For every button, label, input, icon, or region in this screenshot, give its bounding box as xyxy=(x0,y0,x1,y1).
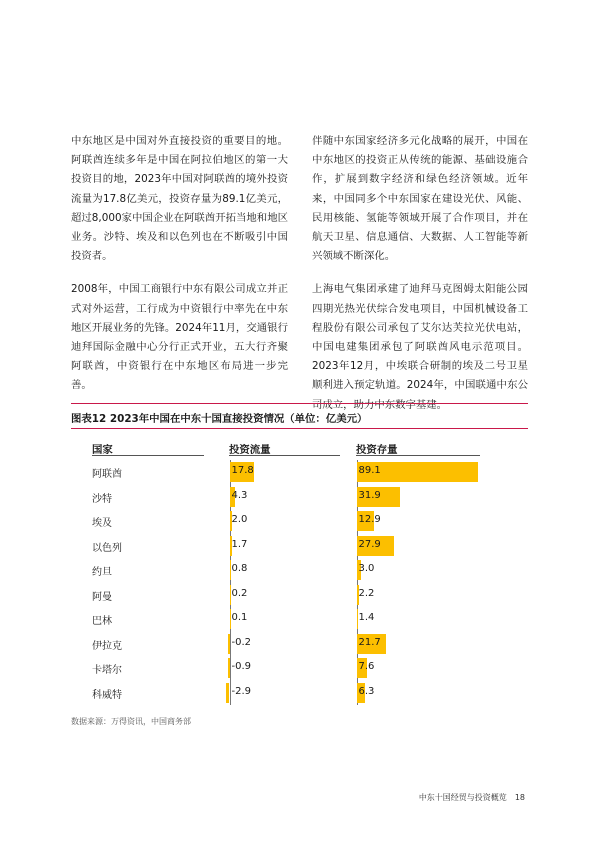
flow-value-label: -0.9 xyxy=(231,661,252,672)
stock-value-label: 7.6 xyxy=(358,661,375,672)
column-header-stock: 投资存量 xyxy=(356,444,398,456)
figure-title: 图表12 2023年中国在中东十国直接投资情况（单位：亿美元） xyxy=(71,413,368,425)
country-label: 约旦 xyxy=(92,567,112,578)
flow-value-label: -0.2 xyxy=(231,636,252,648)
country-label: 阿联酋 xyxy=(92,469,122,480)
flow-bar xyxy=(228,634,230,654)
flow-bar xyxy=(226,683,230,703)
flow-value-label: 4.3 xyxy=(231,489,248,501)
flow-value-label: 2.0 xyxy=(231,514,248,525)
country-label: 阿曼 xyxy=(92,591,112,603)
header-rule xyxy=(229,455,340,456)
stock-value-label: 21.7 xyxy=(358,636,381,648)
flow-value-label: 0.1 xyxy=(231,612,248,623)
stock-value-label: 1.4 xyxy=(358,612,375,623)
left-column xyxy=(71,132,288,410)
page-footer xyxy=(411,792,525,803)
country-label: 以色列 xyxy=(92,542,122,554)
country-label: 巴林 xyxy=(92,616,112,627)
stock-value-label: 31.9 xyxy=(358,489,381,501)
stock-value-label: 27.9 xyxy=(358,538,381,550)
paragraph: 伴随中东国家经济多元化战略的展开，中国在中东地区的投资正从传统的能源、基础设施合作，扩展到数字经济和绿色经济领域。近年来，中国同多个中东国家在建设光伏、风能、民用核能、氢能等领域开展了合作项目，并在航天卫星、信息通信、大数据、人工智能等新兴领域不断深化。 xyxy=(312,135,528,263)
figure-source: 数据来源：万得资讯，中国商务部 xyxy=(71,717,191,726)
header-rule xyxy=(356,455,480,456)
country-label: 伊拉克 xyxy=(92,640,122,652)
country-label: 埃及 xyxy=(92,518,112,529)
country-label: 沙特 xyxy=(92,493,112,505)
right-column xyxy=(312,132,528,429)
stock-value-label: 6.3 xyxy=(358,685,375,697)
figure-top-rule xyxy=(71,403,528,404)
country-label: 科威特 xyxy=(92,689,122,701)
footer-title: 中东十国经贸与投资概览 xyxy=(418,793,507,802)
paragraph: 中东地区是中国对外直接投资的重要目的地。阿联酋连续多年是中国在阿拉伯地区的第一大投资目的地，2023年中国对阿联酋的境外投资流量为17.8亿美元，投资存量为89.1亿美元，超过8,000家中国企业在阿联酋开拓当地和地区业务。沙特、埃及和以色列也在不断吸引中国投资者。 xyxy=(71,135,288,263)
flow-value-label: -2.9 xyxy=(231,685,252,697)
header-rule xyxy=(92,455,204,456)
stock-value-label: 12.9 xyxy=(358,514,381,525)
flow-value-label: 17.8 xyxy=(231,465,254,476)
paragraph: 上海电气集团承建了迪拜马克图姆太阳能公园四期光热光伏综合发电项目，中国机械设备工程股份有限公司承包了艾尔达芙拉光伏电站，中国电建集团承包了阿联酋风电示范项目。2023年12月，中埃联合研制的埃及二号卫星顺利进入预定轨道。2024年，中国联通中东公司成立，助力中东数字基建。 xyxy=(312,283,528,411)
flow-value-label: 0.2 xyxy=(231,587,248,599)
column-header-flow: 投资流量 xyxy=(229,444,271,456)
column-header-country: 国家 xyxy=(92,444,113,456)
figure-title-rule xyxy=(71,428,528,429)
paragraph: 2008年，中国工商银行中东有限公司成立并正式对外运营，工行成为中资银行中率先在中东地区开展业务的先锋。2024年11月，交通银行迪拜国际金融中心分行正式开业，五大行齐聚阿联酋，中资银行在中东地区布局进一步完善。 xyxy=(71,283,288,392)
page-number: 18 xyxy=(514,793,525,802)
stock-value-label: 3.0 xyxy=(358,563,375,574)
country-label: 卡塔尔 xyxy=(92,665,122,676)
stock-value-label: 89.1 xyxy=(358,465,381,476)
flow-value-label: 0.8 xyxy=(231,563,248,574)
stock-value-label: 2.2 xyxy=(358,587,375,599)
flow-value-label: 1.7 xyxy=(231,538,248,550)
flow-bar xyxy=(228,658,230,678)
